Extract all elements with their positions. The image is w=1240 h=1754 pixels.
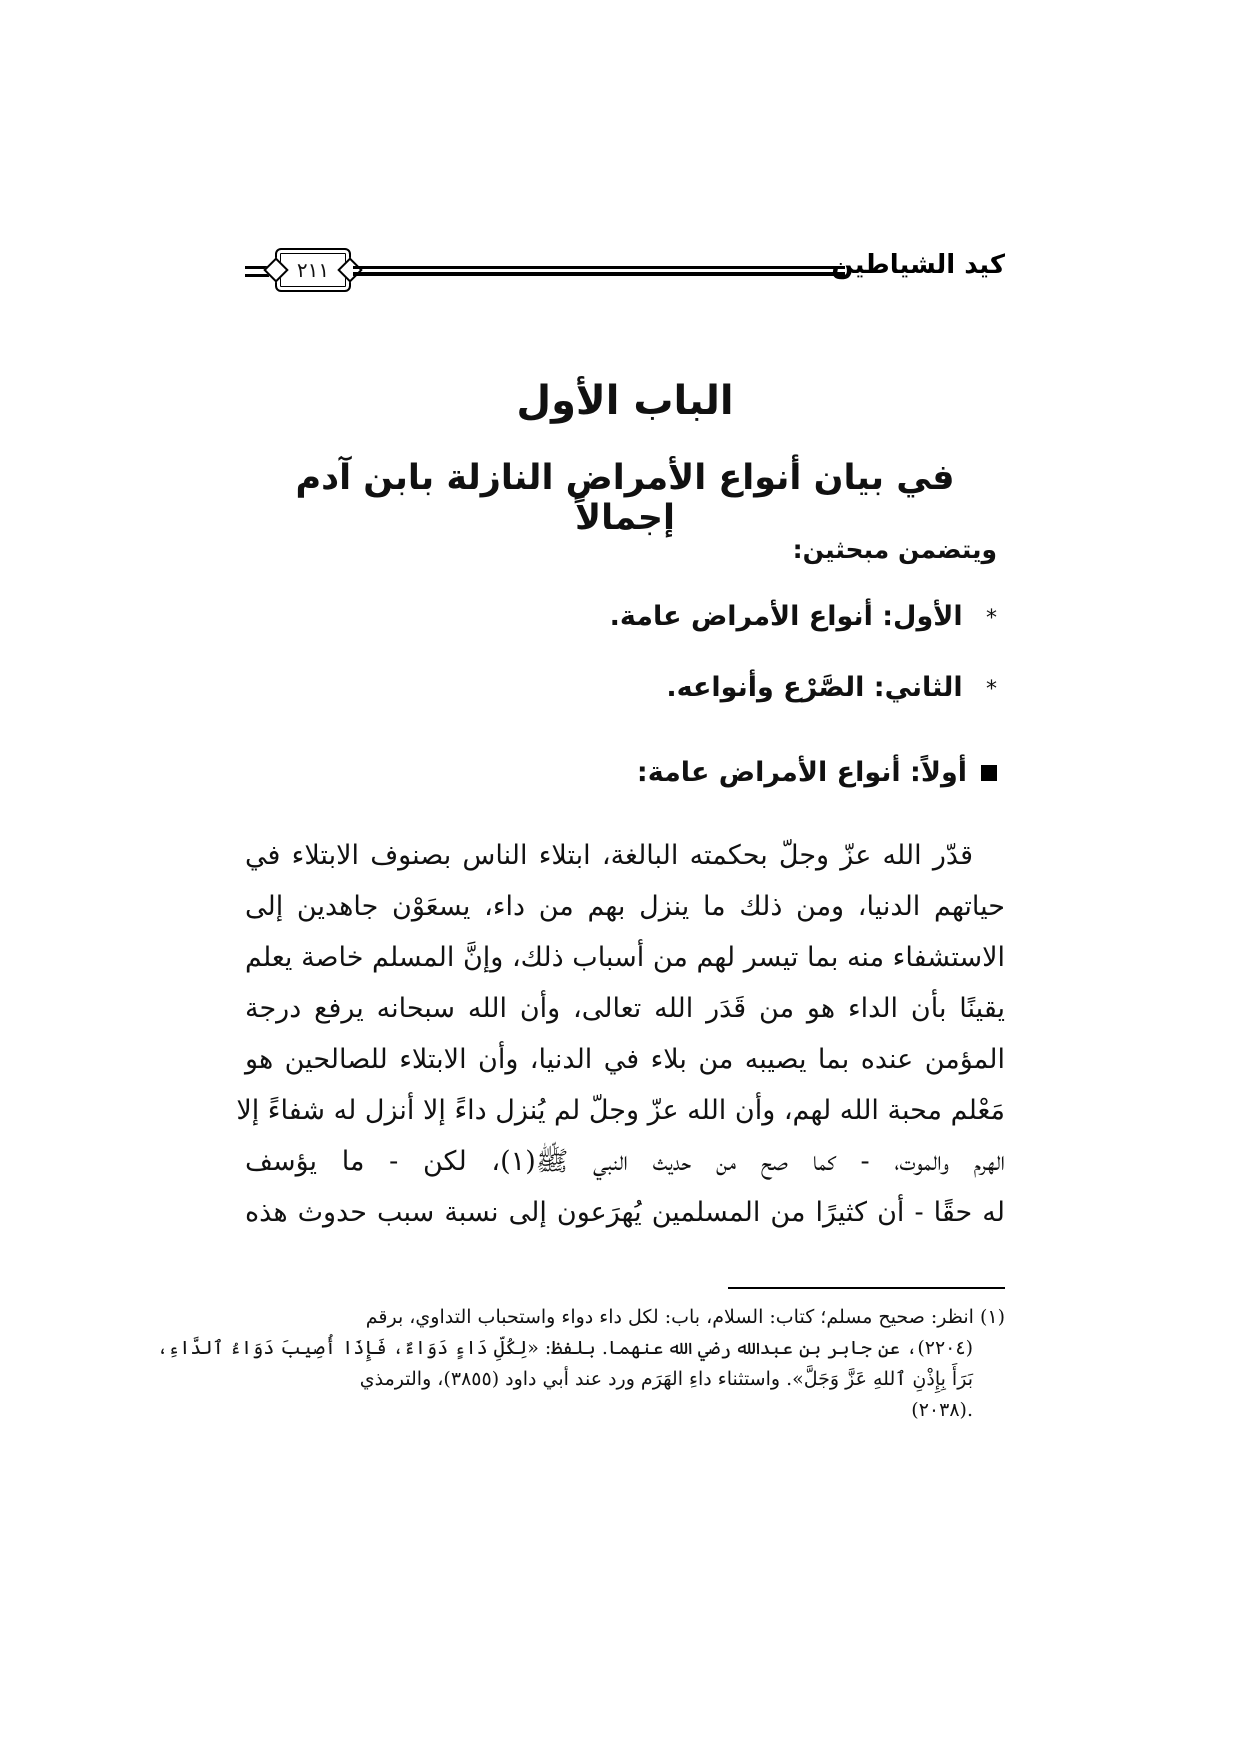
footnote-line: (٢٢٠٤)، عن جابر بن عبدالله رضي الله عنهما. بلفظ: «لِكُلِّ دَاءٍ دَوَاءٌ، فَإِذَا أُصِيبَ دَوَاءُ ٱلدَّاءِ،	[156, 1337, 973, 1359]
section-heading	[637, 757, 997, 788]
body-line: له حقًا - أن كثيرًا من المسلمين يُهرَعون إلى نسبة سبب حدوث هذه	[245, 1197, 1005, 1228]
black-square-icon	[981, 765, 997, 781]
body-line: الاستشفاء منه بما تيسر لهم من أسباب ذلك، وإنَّ المسلم خاصة يعلم	[245, 942, 1005, 973]
chapter-subtitle: في بيان أنواع الأمراض النازلة بابن آدم إجمالاً	[295, 458, 955, 538]
body-line: الهرم والموت، - كما صح من حديث النبي ﷺ(١)، لكن - ما يؤسف	[245, 1146, 1005, 1177]
asterisk-icon: *	[986, 677, 997, 702]
footnote-line: (١) انظر: صحيح مسلم؛ كتاب: السلام، باب: لكل داء دواء واستحباب التداوي، برقم	[365, 1306, 1005, 1328]
topic-item-2	[666, 672, 997, 703]
body-line: حياتهم الدنيا، ومن ذلك ما ينزل بهم من داء، يسعَوْن جاهدين إلى	[245, 891, 1005, 922]
footnote-line: .(٢٠٣٨)	[911, 1399, 973, 1421]
footnote-line: بَرَأَ بِإِذْنِ ٱللهِ عَزَّ وَجَلَّ». واستثناء داءِ الهَرَم ورد عند أبي داود (٣٨٥٥)، والترمذي	[359, 1368, 973, 1390]
chapter-intro: ويتضمن مبحثين:	[792, 535, 997, 564]
page-header	[245, 248, 1005, 294]
book-title: كيد الشياطين	[831, 250, 1005, 280]
section-heading-text: أولاً: أنواع الأمراض عامة:	[636, 757, 967, 788]
topic-item-label: الثاني: الصَّرْع وأنواعه.	[666, 672, 963, 703]
footnote-separator	[728, 1287, 1005, 1289]
header-rule	[353, 266, 845, 273]
page-number: ٢١١	[296, 258, 330, 282]
body-line: المؤمن عنده بما يصيبه من بلاء في الدنيا، وأن الابتلاء للصالحين هو	[245, 1044, 1005, 1075]
asterisk-icon: *	[986, 606, 997, 631]
chapter-title: الباب الأول	[516, 378, 734, 424]
page-number-badge	[275, 248, 351, 292]
body-line: مَعْلم محبة الله لهم، وأن الله عزّ وجلّ لم يُنزل داءً إلا أنزل له شفاءً إلا	[236, 1095, 1005, 1126]
body-paragraph	[236, 830, 1005, 1238]
body-line: قدّر الله عزّ وجلّ بحكمته البالغة، ابتلاء الناس بصنوف الابتلاء في	[245, 840, 973, 871]
body-line: يقينًا بأن الداء هو من قَدَر الله تعالى، وأن الله سبحانه يرفع درجة	[245, 993, 1005, 1024]
topic-item-label: الأول: أنواع الأمراض عامة.	[609, 601, 963, 632]
footnote	[156, 1302, 1005, 1426]
topic-item-1	[610, 601, 997, 632]
